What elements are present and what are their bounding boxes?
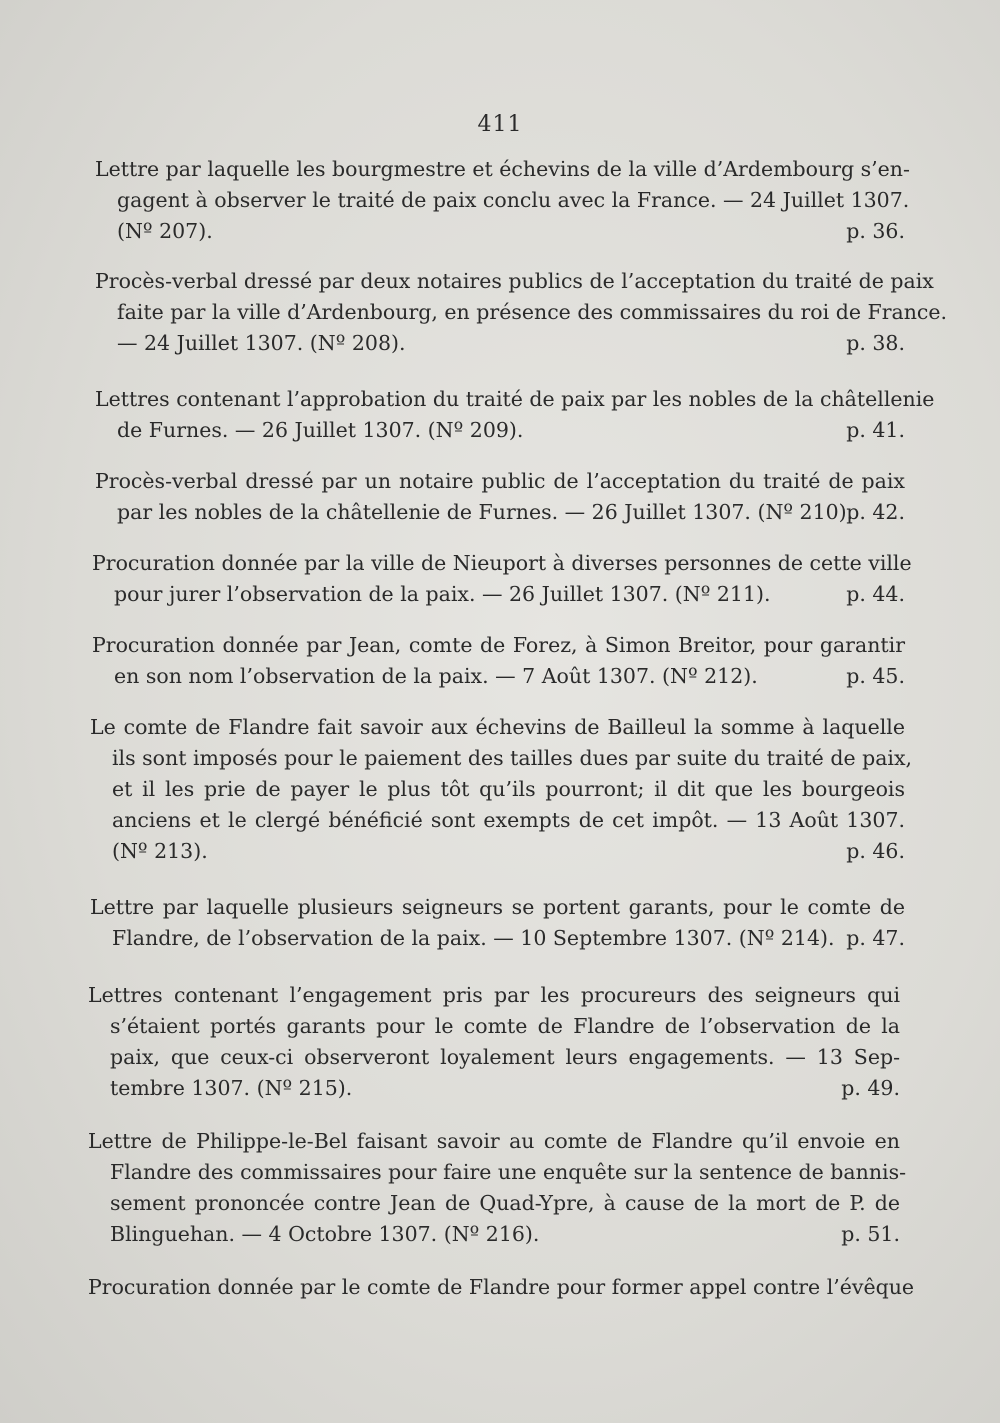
page-reference: p. 49.	[841, 1076, 900, 1100]
entry-text: de Furnes. — 26 Juillet 1307. (Nº 209).	[117, 418, 524, 442]
entry	[95, 266, 948, 359]
entry-text: Procuration donnée par Jean, comte de Forez, à Simon Breitor, pour garantir	[92, 633, 905, 657]
page-reference: p. 41.	[846, 418, 905, 442]
entry-text: paix, que ceux-ci observeront loyalement leurs engagements. — 13 Sep-	[110, 1045, 900, 1069]
entry-line	[112, 743, 913, 774]
entry-line	[88, 1126, 900, 1157]
entry-text: gagent à observer le traité de paix conclu avec la France. — 24 Juillet 1307.	[117, 188, 910, 212]
entry	[88, 1272, 915, 1303]
entry-line	[88, 1272, 915, 1303]
entry	[95, 466, 905, 528]
entry-line	[112, 923, 905, 954]
entry-text: pour jurer l’observation de la paix. — 26 Juillet 1307. (Nº 211).	[114, 582, 771, 606]
entry-line	[117, 415, 905, 446]
page-number: 411	[477, 112, 523, 137]
entry	[90, 712, 913, 867]
entry-line	[95, 266, 934, 297]
entry-line	[117, 497, 905, 528]
page-reference: p. 46.	[846, 839, 905, 863]
entry-text: anciens et le clergé bénéficié sont exempts de cet impôt. — 13 Août 1307.	[112, 808, 905, 832]
entry-line	[110, 1219, 900, 1250]
page-reference: p. 42.	[846, 500, 905, 524]
entry	[92, 630, 905, 692]
entry-line	[110, 1011, 900, 1042]
entry-text: Lettre par laquelle plusieurs seigneurs se portent garants, pour le comte de	[90, 895, 905, 919]
entry-line	[92, 548, 912, 579]
entry-text: Lettres contenant l’engagement pris par les procureurs des seigneurs qui	[88, 983, 900, 1007]
entry-text: Procuration donnée par le comte de Flandre pour former appel contre l’évêque	[88, 1275, 915, 1299]
entry-line	[95, 154, 910, 185]
entry-text: (Nº 213).	[112, 839, 208, 863]
entry	[92, 548, 912, 610]
entry-text: et il les prie de payer le plus tôt qu’ils pourront; il dit que les bourgeois	[112, 777, 905, 801]
entry-text: Flandre des commissaires pour faire une enquête sur la sentence de bannis-	[110, 1160, 907, 1184]
entry-text: Procès-verbal dressé par un notaire public de l’acceptation du traité de paix	[95, 469, 905, 493]
page-reference: p. 44.	[846, 582, 905, 606]
entry-line	[90, 712, 905, 743]
entry-line	[95, 466, 905, 497]
entry-line	[117, 216, 905, 247]
entry-line	[112, 836, 905, 867]
entry-text: Lettre par laquelle les bourgmestre et échevins de la ville d’Ardembourg s’en-	[95, 157, 910, 181]
entry-text: — 24 Juillet 1307. (Nº 208).	[117, 331, 406, 355]
entry	[95, 384, 935, 446]
entry-line	[117, 297, 948, 328]
entry-text: Lettre de Philippe-le-Bel faisant savoir au comte de Flandre qu’il envoie en	[88, 1129, 900, 1153]
entry-line	[110, 1188, 900, 1219]
entry-text: Flandre, de l’observation de la paix. — 10 Septembre 1307. (Nº 214).	[112, 926, 835, 950]
entry-line	[110, 1157, 907, 1188]
entry-text: Blinguehan. — 4 Octobre 1307. (Nº 216).	[110, 1222, 540, 1246]
entry-line	[90, 892, 905, 923]
entry-line	[95, 384, 935, 415]
page-reference: p. 51.	[841, 1222, 900, 1246]
entry-text: ils sont imposés pour le paiement des tailles dues par suite du traité de paix,	[112, 746, 913, 770]
entry-line	[112, 774, 905, 805]
entry-text: par les nobles de la châtellenie de Furnes. — 26 Juillet 1307. (Nº 210).	[117, 500, 854, 524]
entry-text: Procuration donnée par la ville de Nieuport à diverses personnes de cette ville	[92, 551, 912, 575]
entry-text: sement prononcée contre Jean de Quad-Ypre, à cause de la mort de P. de	[110, 1191, 900, 1215]
entry-text: s’étaient portés garants pour le comte de Flandre de l’observation de la	[110, 1014, 900, 1038]
entry	[88, 1126, 907, 1250]
entry	[95, 154, 910, 247]
entry-text: en son nom l’observation de la paix. — 7 Août 1307. (Nº 212).	[114, 664, 758, 688]
page-reference: p. 45.	[846, 664, 905, 688]
entry-line	[110, 1042, 900, 1073]
entry-line	[88, 980, 900, 1011]
entry-line	[117, 328, 905, 359]
entry-text: (Nº 207).	[117, 219, 213, 243]
entry-line	[114, 661, 905, 692]
entry	[90, 892, 905, 954]
entry-line	[117, 185, 910, 216]
entry-text: Procès-verbal dressé par deux notaires publics de l’acceptation du traité de paix	[95, 269, 934, 293]
entry	[88, 980, 900, 1104]
page-reference: p. 36.	[846, 219, 905, 243]
entry-line	[110, 1073, 900, 1104]
entry-text: faite par la ville d’Ardenbourg, en présence des commissaires du roi de France.	[117, 300, 948, 324]
entry-line	[112, 805, 905, 836]
entry-text: Lettres contenant l’approbation du traité de paix par les nobles de la châtellenie	[95, 387, 935, 411]
entry-line	[92, 630, 905, 661]
entry-text: Le comte de Flandre fait savoir aux échevins de Bailleul la somme à laquelle	[90, 715, 905, 739]
entry-line	[114, 579, 905, 610]
page-reference: p. 38.	[846, 331, 905, 355]
page-reference: p. 47.	[846, 926, 905, 950]
entry-text: tembre 1307. (Nº 215).	[110, 1076, 353, 1100]
